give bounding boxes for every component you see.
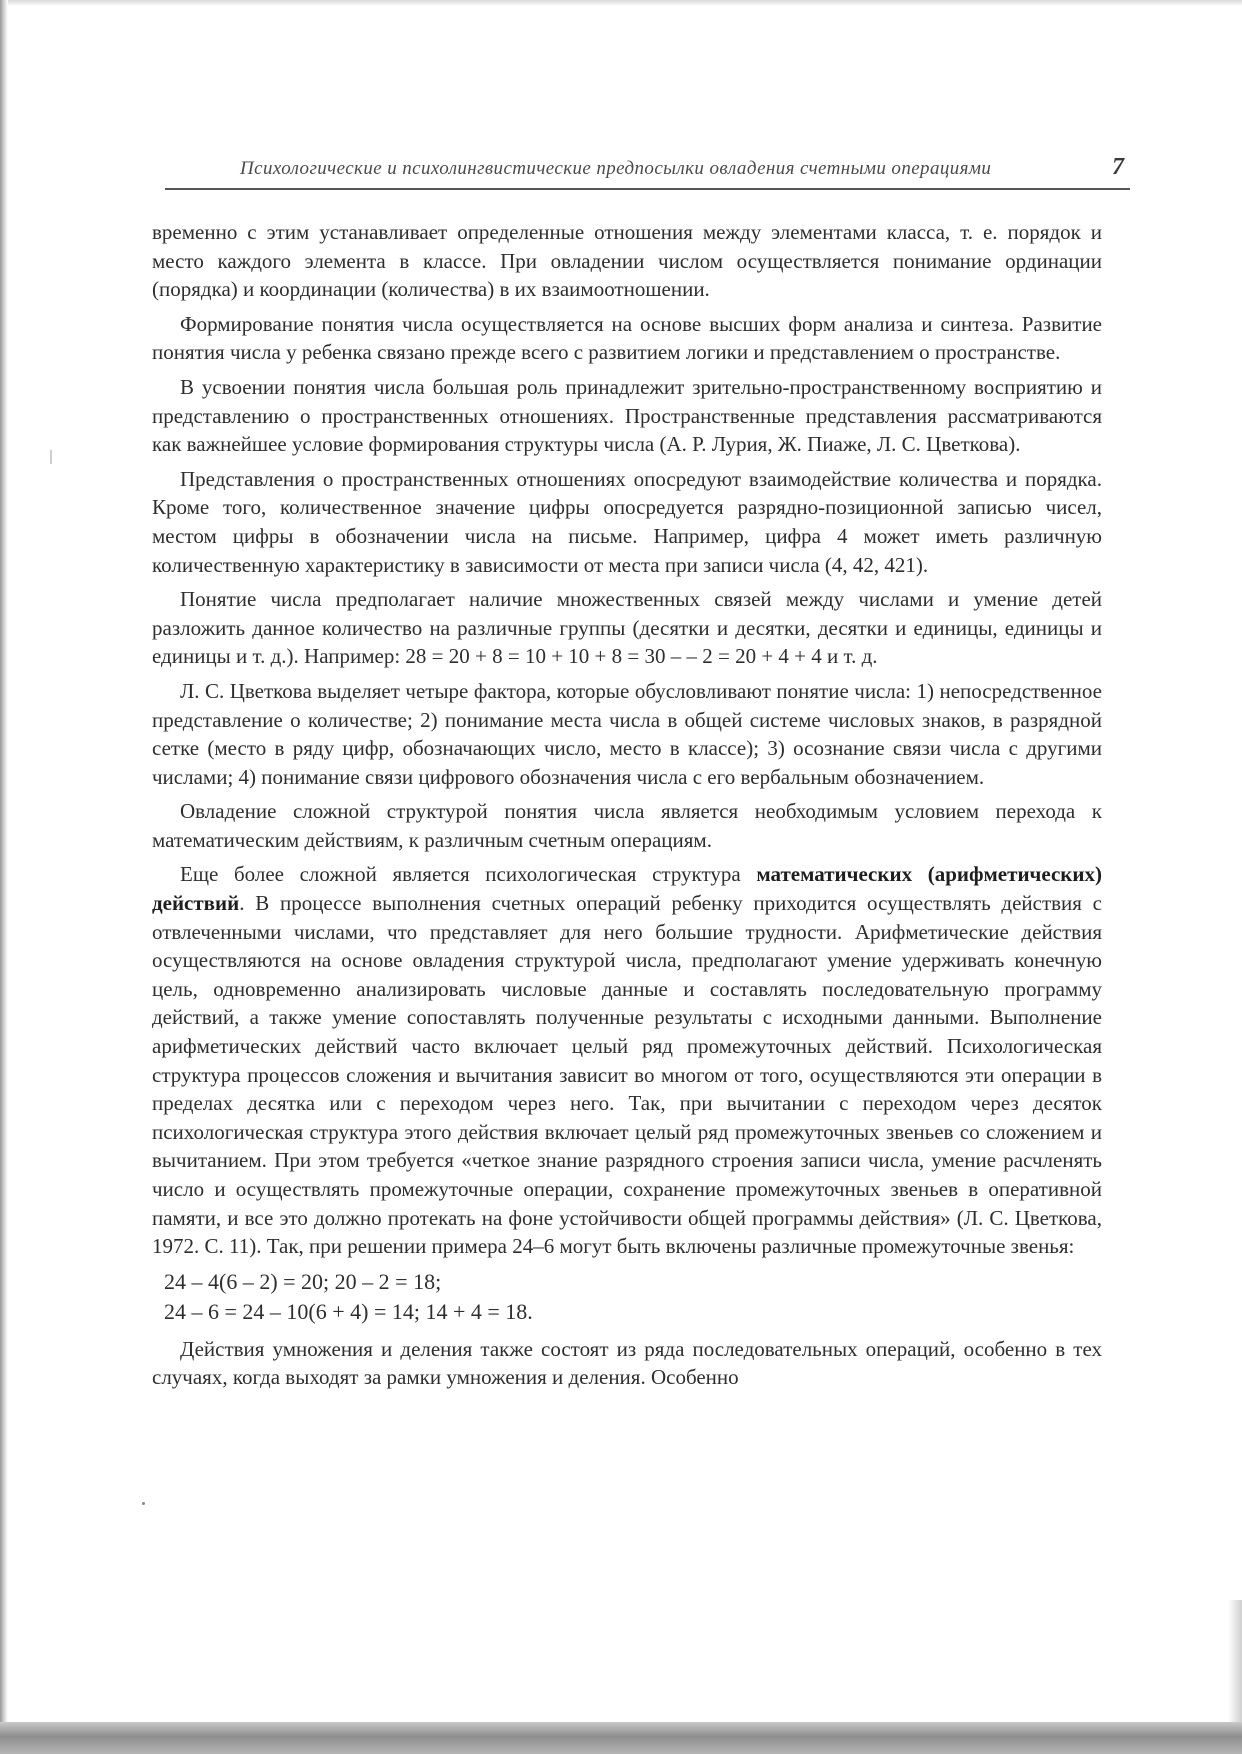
scan-top-edge — [0, 0, 1242, 6]
scan-speck — [142, 1502, 145, 1505]
formula-line: 24 – 4(6 – 2) = 20; 20 – 2 = 18; — [164, 1268, 442, 1294]
paragraph-arithmetic-actions — [152, 860, 1102, 1260]
formula-block — [152, 1267, 1102, 1327]
scan-bottom-edge — [0, 1722, 1242, 1754]
scan-speck — [50, 450, 52, 464]
paragraph: Овладение сложной структурой понятия числа является необходимым условием перехода к математическим действиям, к различным счетным операциям. — [152, 799, 1102, 852]
paragraph: Л. С. Цветкова выделяет четыре фактора, которые обусловливают понятие числа: 1) непосредственное представление о количестве; 2) понимание места числа в общей системе числовых знаков, в разрядной сетке (место в ряду цифр, обозначающих число, место в классе); 3) осознание связи числа с другими числами; 4) понимание связи цифрового обозначения числа с его вербальным обозначением. — [152, 678, 1102, 789]
page-text-body — [152, 218, 1102, 1398]
paragraph: Формирование понятия числа осуществляется на основе высших форм анализа и синтеза. Развитие понятия числа у ребенка связано прежде всего с развитием логики и представлением о пространстве. — [152, 311, 1102, 365]
paragraph: Понятие числа предполагает наличие множественных связей между числами и умение детей разложить данное количество на различные группы (десятки и десятки, десятки и единицы, единицы и единицы и т. д.). Например: 28 = 20 + 8 = 10 + 10 + 8 = 30 – – 2 = 20 + 4 + 4 и т. д. — [152, 587, 1102, 669]
running-head-title: Психологические и психолингвистические предпосылки овладения счетными операциями — [240, 158, 992, 179]
bold-term: математических (арифметических) действий — [152, 862, 1102, 916]
page-number: 7 — [1112, 154, 1124, 180]
paragraph-final: Действия умножения и деления также состоят из ряда последовательных операций, особенно в тех случаях, когда выходят за рамки умножения и деления. Особенно — [152, 1336, 1102, 1390]
text-run: Еще более сложной является психологическая структура — [180, 862, 757, 887]
text-run: . В процессе выполнения счетных операций ребенку приходится осуществлять действия с отвлеченными числами, что представляет для него большие трудности. Арифметические действия осуществляются на основе овладения структурой числа, предполагают умение удерживать конечную цель, одновременно анализировать числовые данные и составлять последовательную программу действий, а также умение сопоставлять полученные результаты с исходными данными. Выполнение арифметических действий часто включает целый ряд промежуточных действий. Психологическая структура процессов сложения и вычитания зависит во многом от того, осуществляются эти операции в пределах десятка или с переходом через него. Так, при вычитании с переходом через десяток психологическая структура этого действия включает целый ряд промежуточных звеньев со сложением и вычитанием. При этом требуется «четкое знание разрядного строения записи числа, умение расчленять число и осуществлять промежуточные операции, сохранение промежуточных звеньев в оперативной памяти, и все это должно протекать на фоне устойчивости общей программы действия» (Л. С. Цветкова, 1972. С. 11). Так, при решении примера 24–6 могут быть включены различные промежуточные звенья: — [152, 891, 1102, 1259]
scan-left-edge — [0, 0, 8, 1754]
running-head — [165, 152, 1130, 190]
paragraph: Представления о пространственных отношениях опосредуют взаимодействие количества и порядка. Кроме того, количественное значение цифры опосредуется разрядно-позиционной записью чисел, местом цифры в обозначении числа на письме. Например, цифра 4 может иметь различную количественную характеристику в зависимости от места при записи числа (4, 42, 421). — [152, 466, 1102, 577]
paragraph: В усвоении понятия числа большая роль принадлежит зрительно-пространственному восприятию и представлению о пространственных отношениях. Пространственные представления рассматриваются как важнейшее условие формирования структуры числа (А. Р. Лурия, Ж. Пиаже, Л. С. Цветкова). — [152, 374, 1102, 457]
formula-line: 24 – 6 = 24 – 10(6 + 4) = 14; 14 + 4 = 18. — [164, 1298, 533, 1324]
paragraph-continuation: временно с этим устанавливает определенные отношения между элементами класса, т. е. порядок и место каждого элемента в классе. При овладении числом осуществляется понимание ординации (порядка) и координации (количества) в их взаимоотношении. — [152, 220, 1102, 302]
